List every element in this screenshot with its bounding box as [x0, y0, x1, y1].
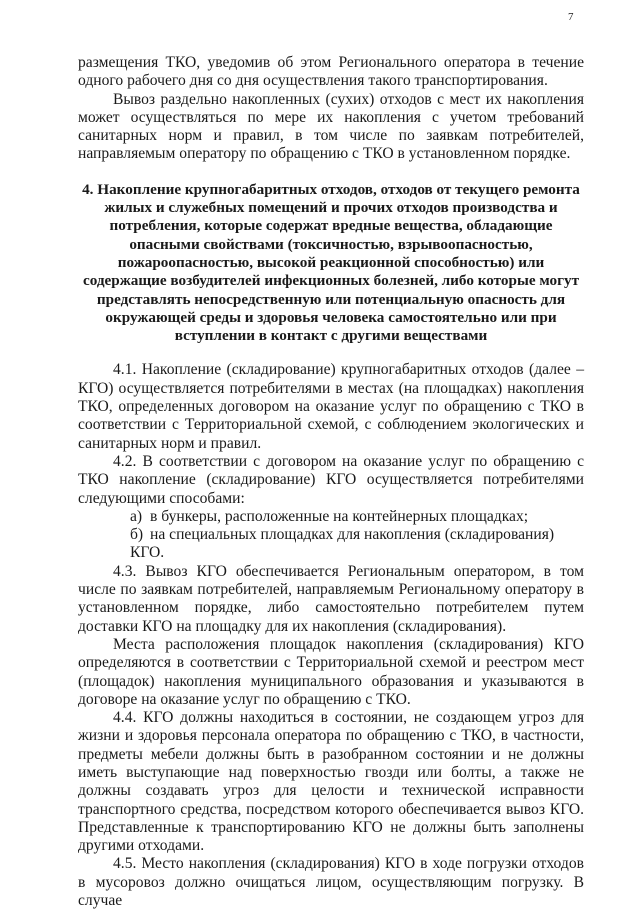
paragraph-4-4: 4.4. КГО должны находиться в состоянии, не создающем угроз для жизни и здоровья персонала оператора по обращению с ТКО, в частности, предметы мебели должны быть в разобранном состоянии и не должны иметь выступающие над поверхностью гвозди или болты, а также не должны создавать угроз для целости и технической исправности транспортного средства, посредством которого обеспечивается вывоз КГО. Представленные к транспортированию КГО не должны быть заполнены другими отходами. [78, 709, 584, 855]
paragraph-continuation: размещения ТКО, уведомив об этом Регионального оператора в течение одного рабочего дня со дня осуществления такого транспортирования. [78, 54, 584, 90]
document-body [78, 54, 584, 910]
list-item-text: на специальных площадках для накопления (складирования) КГО. [130, 526, 555, 562]
list-item [78, 526, 584, 563]
list-item-text: в бункеры, расположенные на контейнерных площадках; [150, 507, 529, 525]
paragraph-4-2: 4.2. В соответствии с договором на оказание услуг по обращению с ТКО накопление (складирование) КГО осуществляется потребителями следующими способами: [78, 452, 584, 507]
list-item [78, 508, 584, 526]
paragraph-4-5: 4.5. Место накопления (складирования) КГО в ходе погрузки отходов в мусоровоз должно очищаться лицом, осуществляющим погрузку. В случае [78, 855, 584, 910]
list-marker: а) [130, 507, 143, 525]
page-number: 7 [568, 11, 574, 23]
paragraph-4-3: 4.3. Вывоз КГО обеспечивается Региональным оператором, в том числе по заявкам потребителей, направляемым Региональному оператору в установленном порядке, либо самостоятельно потребителем путем доставки КГО на площадку для их накопления (складирования). [78, 562, 584, 635]
paragraph-4-1: 4.1. Накопление (складирование) крупногабаритных отходов (далее – КГО) осуществляется потребителями в местах (на площадках) накопления ТКО, определенных договором на оказание услуг по обращению с ТКО в соответствии с Территориальной схемой, с соблюдением экологических и санитарных норм и правил. [78, 361, 584, 452]
paragraph-separate-waste: Вывоз раздельно накопленных (сухих) отходов с мест их накопления может осуществляться по мере их накопления с учетом требований санитарных норм и правил, в том числе по заявкам потребителей, направляемым оператору по обращению с ТКО в установленном порядке. [78, 90, 584, 163]
section-heading: 4. Накопление крупногабаритных отходов, отходов от текущего ремонта жилых и служебных помещений и прочих отходов производства и потребления, которые содержат вредные вещества, обладающие опасными свойствами (токсичностью, взрывоопасностью, пожароопасностью, высокой реакционной способностью) или содержащие возбудителей инфекционных болезней, либо которые могут представлять непосредственную или потенциальную опасность для окружающей среды и здоровья человека самостоятельно или при вступлении в контакт с другими веществами [82, 180, 580, 345]
paragraph-placement: Места расположения площадок накопления (складирования) КГО определяются в соответствии с Территориальной схемой и реестром мест (площадок) накопления муниципального образования и указываются в договоре на оказание услуг по обращению с ТКО. [78, 635, 584, 708]
list-marker: б) [130, 526, 144, 544]
